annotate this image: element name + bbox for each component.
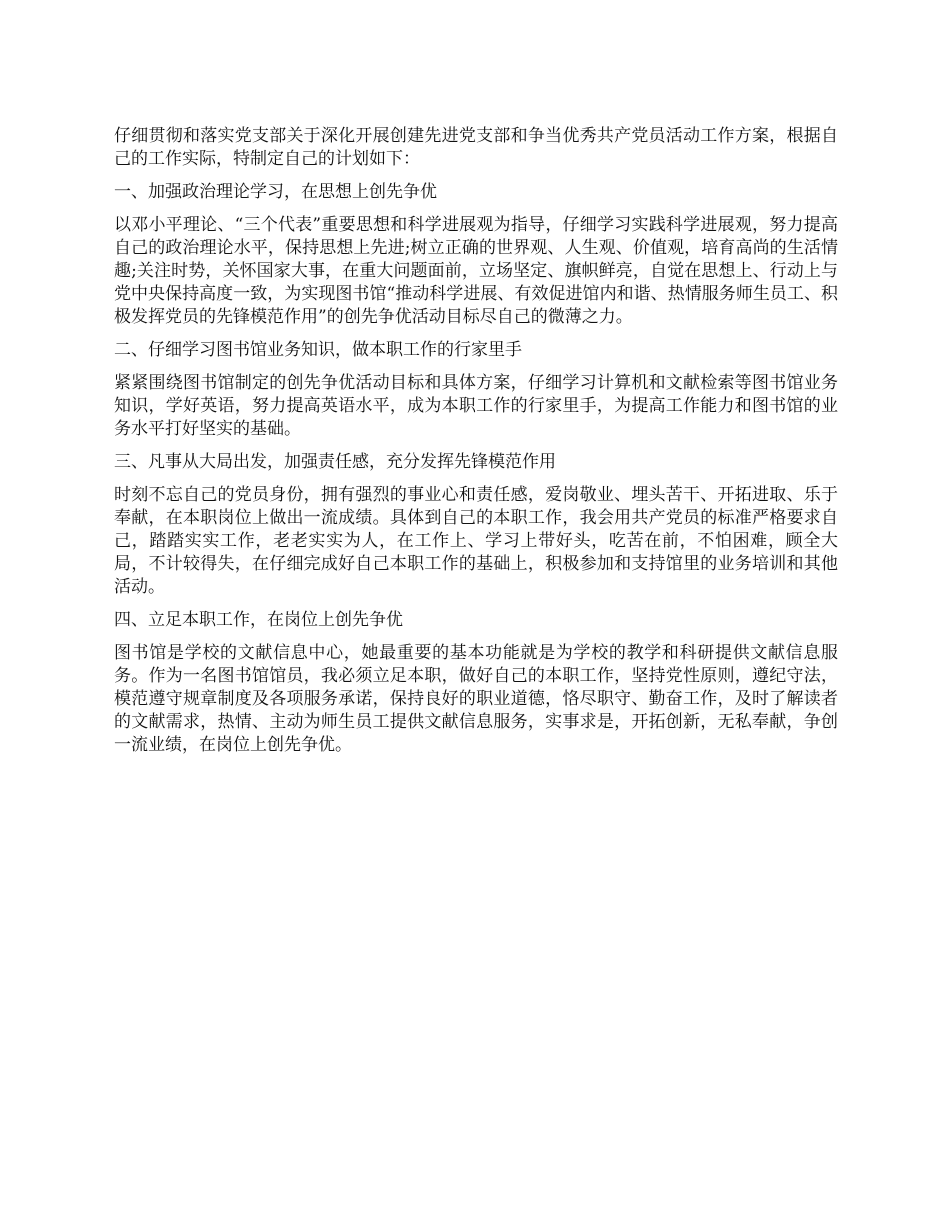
section-3-heading: 三、凡事从大局出发，加强责任感，充分发挥先锋模范作用 [114, 452, 556, 472]
document-body [114, 125, 838, 767]
section-1-paragraph: 以邓小平理论、“三个代表”重要思想和科学进展观为指导，仔细学习实践科学进展观，努力提高自己的政治理论水平，保持思想上先进;树立正确的世界观、人生观、价值观，培育高尚的生活情趣;关注时势，关怀国家大事，在重大问题面前，立场坚定、旗帜鲜亮，自觉在思想上、行动上与党中央保持高度一致，为实现图书馆“推动科学进展、有效促进馆内和谐、热情服务师生员工、积极发挥党员的先锋模范作用”的创先争优活动目标尽自己的微薄之力。 [114, 215, 838, 327]
section-1-heading: 一、加强政治理论学习，在思想上创先争优 [114, 182, 437, 202]
section-4-heading: 四、立足本职工作，在岗位上创先争优 [114, 610, 403, 630]
intro-paragraph: 仔细贯彻和落实党支部关于深化开展创建先进党支部和争当优秀共产党员活动工作方案，根据自己的工作实际，特制定自己的计划如下： [114, 126, 838, 169]
section-4-paragraph: 图书馆是学校的文献信息中心，她最重要的基本功能就是为学校的教学和科研提供文献信息服务。作为一名图书馆馆员，我必须立足本职，做好自己的本职工作，坚持党性原则，遵纪守法，模范遵守规章制度及各项服务承诺，保持良好的职业道德，恪尽职守、勤奋工作，及时了解读者的文献需求，热情、主动为师生员工提供文献信息服务，实事求是，开拓创新，无私奉献，争创一流业绩，在岗位上创先争优。 [114, 643, 838, 755]
section-3-paragraph: 时刻不忘自己的党员身份，拥有强烈的事业心和责任感，爱岗敬业、埋头苦干、开拓进取、乐于奉献，在本职岗位上做出一流成绩。具体到自己的本职工作，我会用共产党员的标准严格要求自己，踏踏实实工作，老老实实为人，在工作上、学习上带好头，吃苦在前，不怕困难，顾全大局，不计较得失，在仔细完成好自己本职工作的基础上，积极参加和支持馆里的业务培训和其他活动。 [114, 485, 838, 597]
section-2-paragraph: 紧紧围绕图书馆制定的创先争优活动目标和具体方案，仔细学习计算机和文献检索等图书馆业务知识，学好英语，努力提高英语水平，成为本职工作的行家里手，为提高工作能力和图书馆的业务水平打好坚实的基础。 [114, 373, 838, 439]
section-2-heading: 二、仔细学习图书馆业务知识，做本职工作的行家里手 [114, 340, 522, 360]
